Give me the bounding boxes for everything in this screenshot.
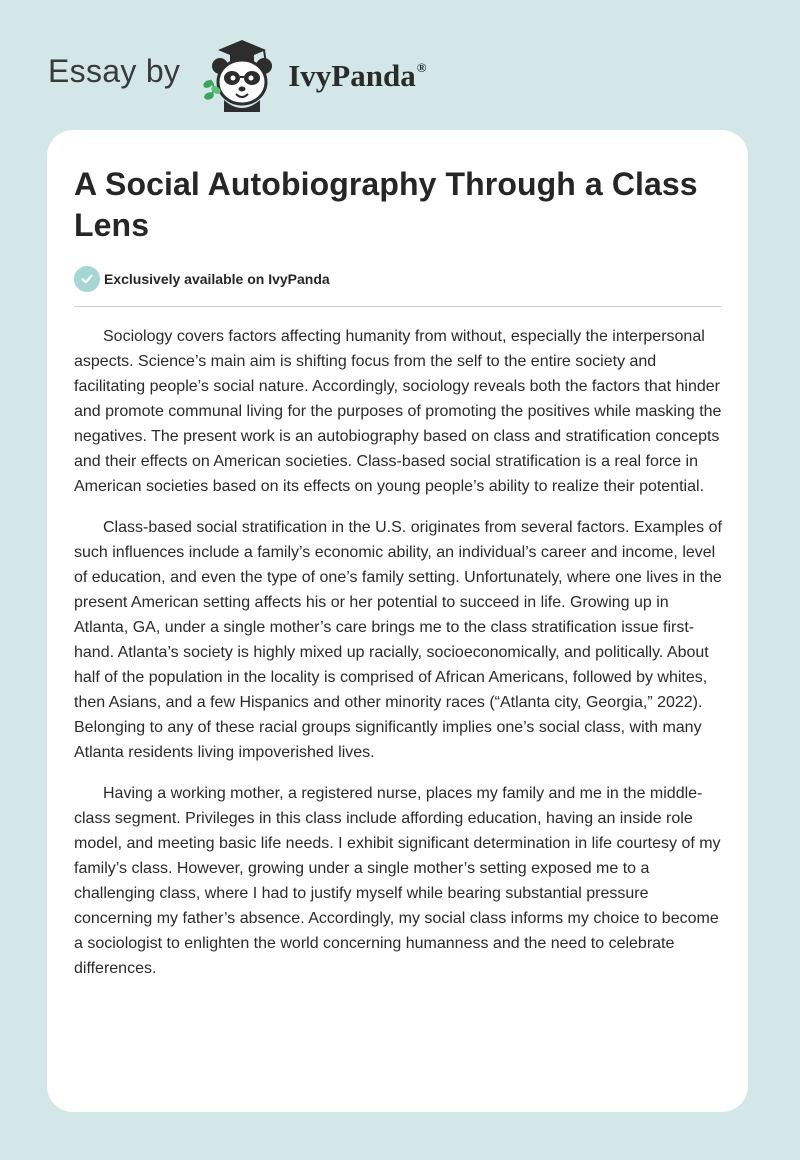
brand-name[interactable]: IvyPanda® xyxy=(288,58,427,93)
site-header xyxy=(48,34,426,114)
article-body xyxy=(74,324,722,981)
article-title: A Social Autobiography Through a Class Lens xyxy=(74,166,698,243)
essay-by-label: Essay by xyxy=(48,52,181,89)
paragraph: Class-based social stratification in the U.S. originates from several factors. Examples of such influences include a family’s economic ability, an individual’s career and income, level of education, and even the type of one’s family setting. Unfortunately, where one lives in the present American setting affects his or her potential to succeed in life. Growing up in Atlanta, GA, under a single mother’s care brings me to the class stratification issue first-hand. Atlanta’s society is highly mixed up racially, socioeconomically, and politically. About half of the population in the locality is comprised of African Americans, followed by whites, then Asians, and a few Hispanics and other minority races (“Atlanta city, Georgia,” 2022). Belonging to any of these racial groups significantly implies one’s social class, with many Atlanta residents living impoverished lives. xyxy=(74,519,722,761)
exclusive-badge xyxy=(74,266,722,307)
paragraph: Having a working mother, a registered nurse, places my family and me in the middle-class segment. Privileges in this class include affording education, having an inside role model, and meeting basic life needs. I exhibit significant determination in life courtesy of my family’s class. However, growing under a single mother’s setting exposed me to a challenging class, where I had to justify myself while bearing substantial pressure concerning my father’s absence. Accordingly, my social class informs my choice to become a sociologist to enlighten the world concerning humanness and the need to celebrate differences. xyxy=(74,785,721,977)
exclusive-badge-label: Exclusively available on IvyPanda xyxy=(104,271,330,287)
article-card xyxy=(47,130,748,1112)
paragraph: Sociology covers factors affecting humanity from without, especially the interpersonal aspects. Science’s main aim is shifting focus from the self to the entire society and facilitating people’s social nature. Accordingly, sociology reveals both the factors that hinder and promote communal living for the purposes of promoting the positives while masking the negatives. The present work is an autobiography based on class and stratification concepts and their effects on American societies. Class-based social stratification is a real force in American societies based on its effects on young people’s ability to realize their potential. xyxy=(74,328,722,495)
ivypanda-logo-icon[interactable] xyxy=(196,36,282,112)
check-circle-icon xyxy=(74,266,100,292)
